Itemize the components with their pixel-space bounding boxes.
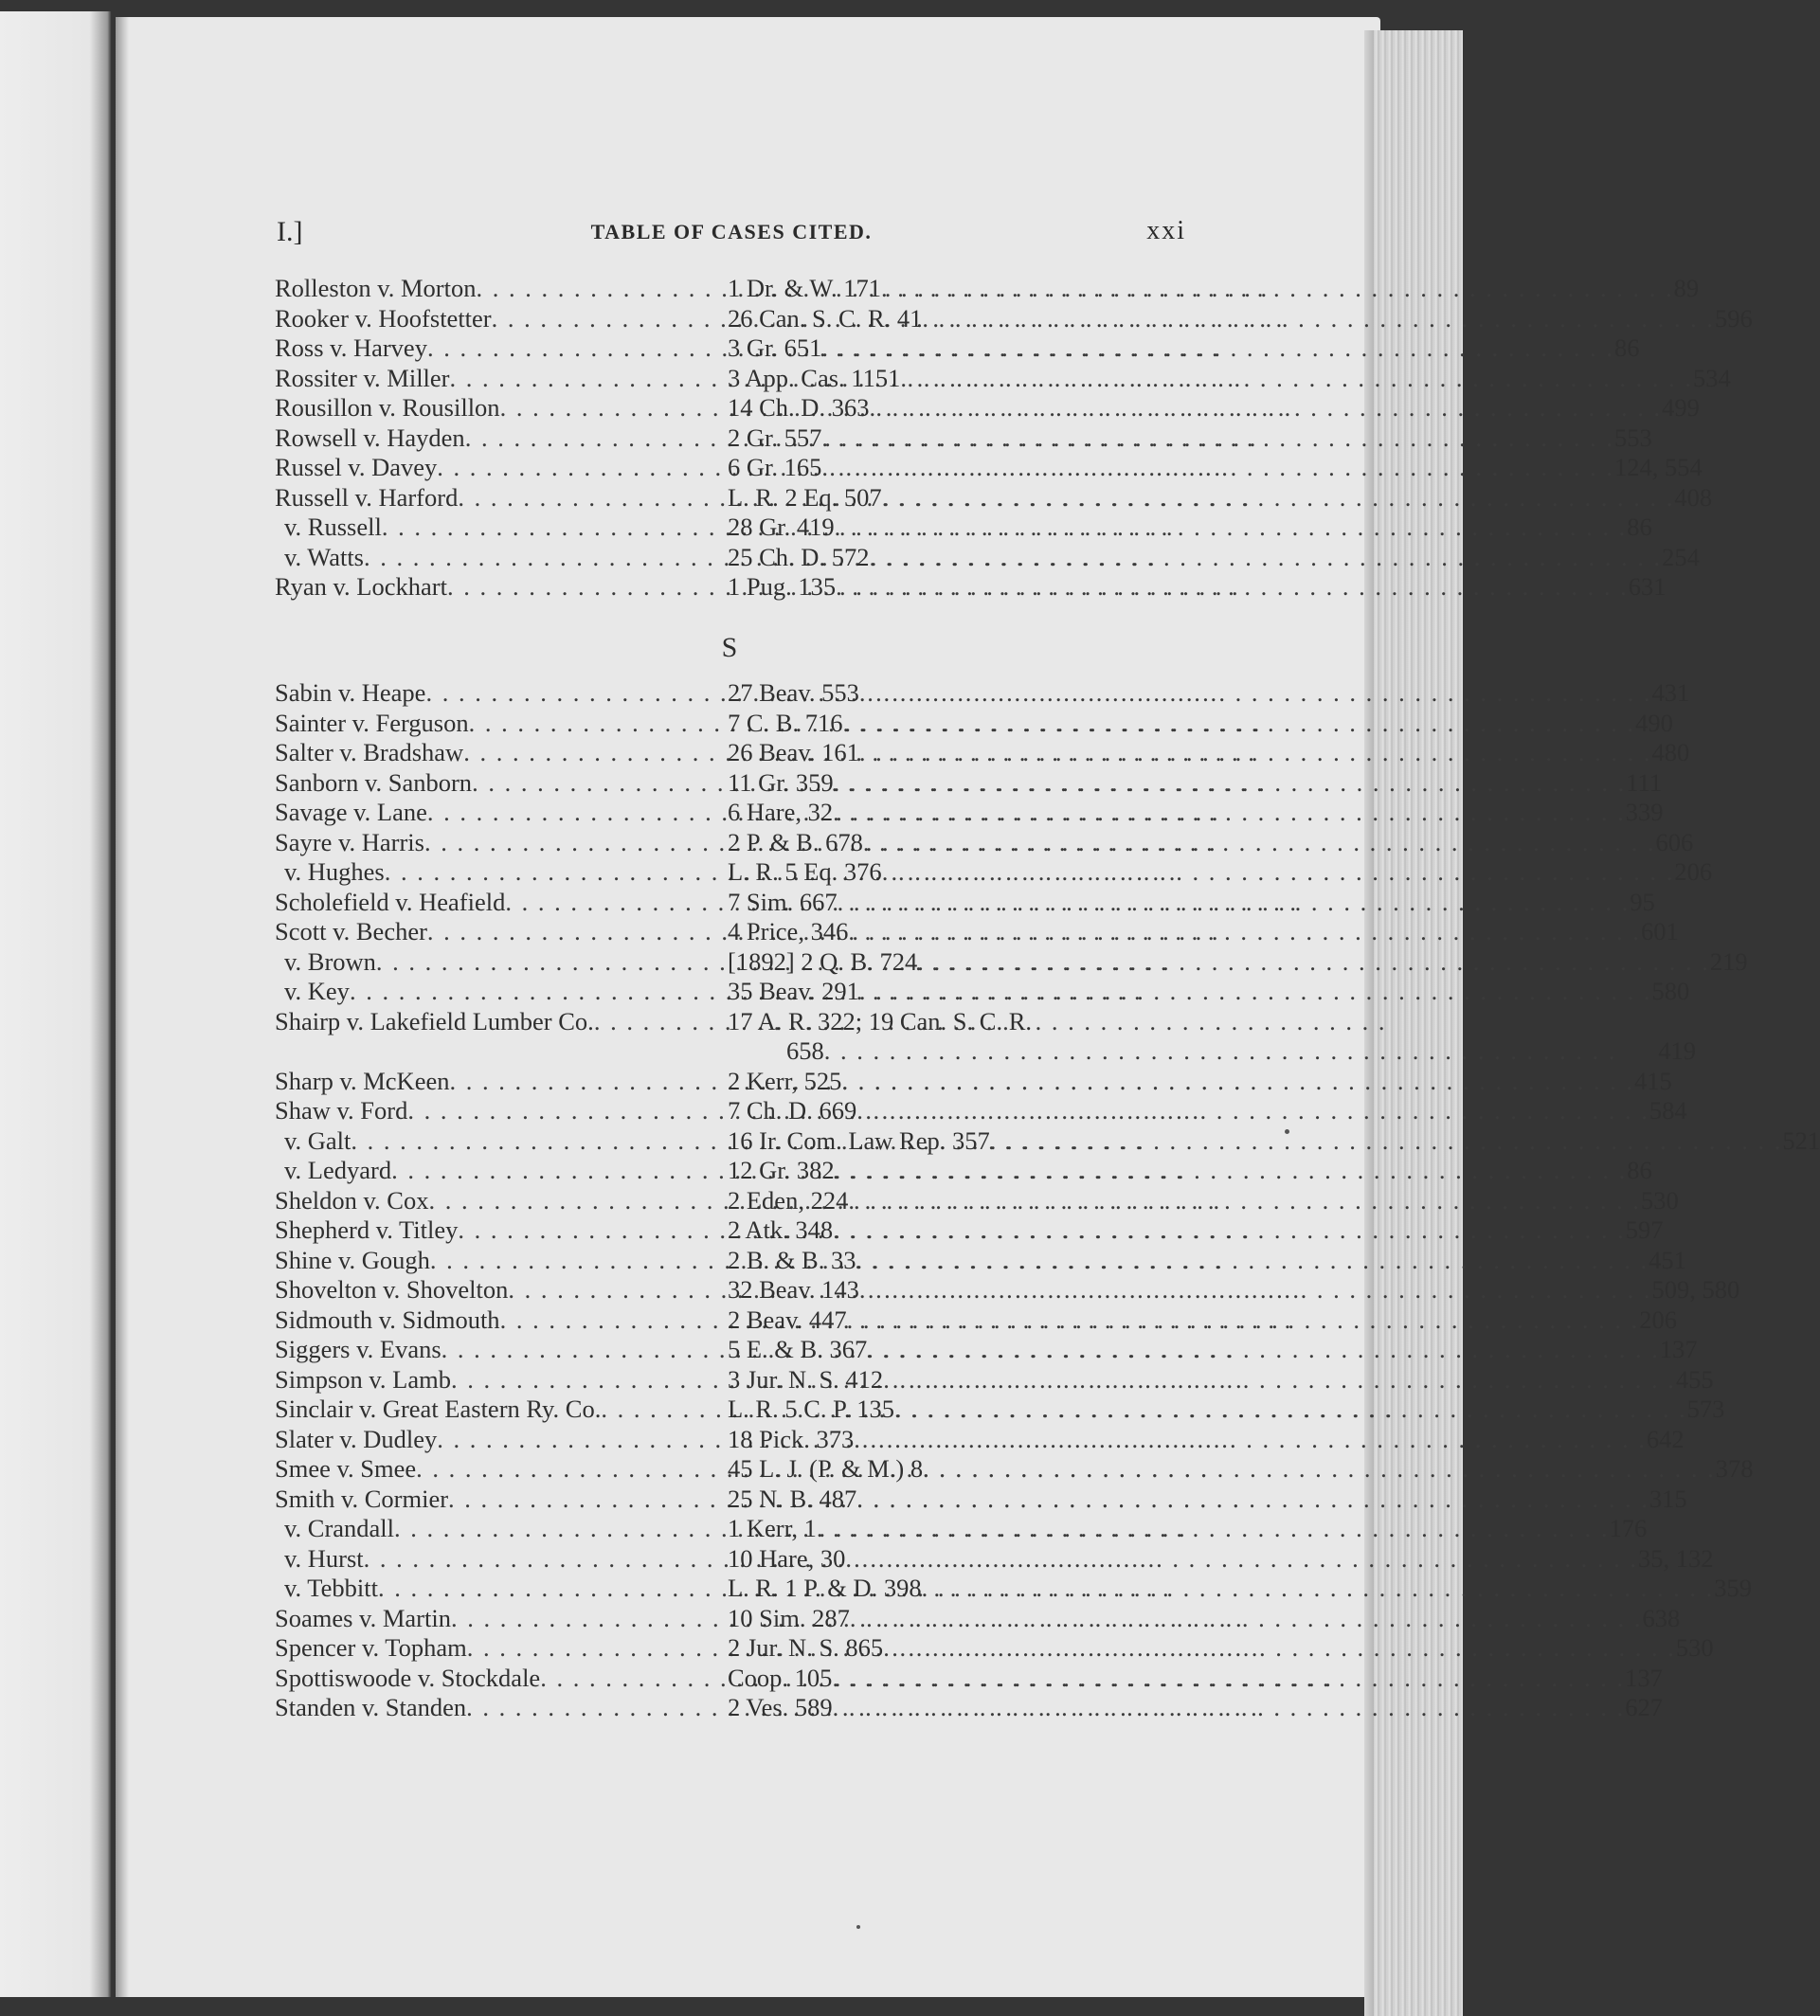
case-name: Rousillon v. Rousillon [275, 393, 500, 422]
case-entry [275, 393, 1700, 423]
case-name: Sayre v. Harris [275, 827, 424, 856]
citation: 1 Pug. 135 [728, 572, 837, 601]
case-entry [275, 1096, 1687, 1126]
case-entry [275, 1693, 1664, 1723]
case-entry [275, 887, 1655, 918]
page-ref: 455 [1675, 1364, 1714, 1394]
citation: 1 Dr. & W. 171 [728, 274, 881, 302]
case-name: v. Ledyard [284, 1156, 392, 1184]
case-name: Shine v. Gough [275, 1245, 430, 1274]
case-entry [275, 1156, 1652, 1186]
case-entry [275, 1275, 1740, 1305]
case-entry [275, 1633, 1714, 1664]
case-entry [275, 363, 1731, 394]
dot-leader [848, 1186, 1641, 1216]
page-ref: 176 [1609, 1514, 1648, 1542]
case-entry [275, 572, 1667, 603]
case-name: Shepherd v. Titley [275, 1215, 459, 1244]
dot-leader [856, 1096, 1649, 1126]
dot-leader [859, 678, 1652, 709]
citation: 2 Jur. N. S. 865 [728, 1633, 884, 1662]
dot-leader [922, 1574, 1715, 1604]
case-name: v. Crandall [284, 1514, 395, 1542]
citation: 10 Sim. 287 [728, 1603, 850, 1632]
page-ref: 530 [1640, 1185, 1679, 1215]
dot-leader [859, 738, 1652, 768]
page-ref: 124, 554 [1614, 453, 1703, 481]
citation: 25 N. B. 487 [728, 1484, 857, 1513]
page-ref: 480 [1651, 738, 1690, 766]
page-ref: 95 [1630, 887, 1655, 916]
citation: 4 Price, 346 [728, 917, 849, 945]
case-name: Sheldon v. Cox [275, 1185, 429, 1215]
case-name: Ryan v. Lockhart [275, 572, 447, 601]
dot-leader [834, 768, 1627, 799]
case-name: Shairp v. Lakefield Lumber Co. [275, 1006, 594, 1035]
dot-leader [850, 1604, 1643, 1634]
case-entry [275, 513, 1652, 543]
case-entry [275, 1335, 1698, 1365]
dot-leader [821, 453, 1614, 483]
dot-leader [894, 1395, 1687, 1425]
case-name: Smith v. Cormier [275, 1484, 449, 1513]
case-name: Scholefield v. Heafield [275, 887, 506, 916]
case-name: Slater v. Dudley [275, 1424, 438, 1453]
case-entry [275, 1305, 1677, 1336]
case-entry [275, 1066, 1672, 1097]
case-entry [275, 453, 1703, 483]
chapter-marker: I.] [277, 216, 303, 247]
case-name: v. Watts [284, 542, 364, 571]
citation: 45 L. J. (P. & M.) 8 [728, 1454, 924, 1483]
case-entry [275, 738, 1690, 768]
citation: 6 Gr. 165 [728, 453, 822, 481]
citation: 25 Ch. D. 572 [728, 542, 870, 571]
citation: 2 Eden, 224 [728, 1185, 849, 1215]
page-ref: 521 [1782, 1125, 1820, 1155]
citation: 26 Beav. 161 [728, 738, 859, 766]
page-ref: 111 [1626, 767, 1663, 797]
page-ref: 606 [1655, 827, 1694, 856]
page-ref: 35, 132 [1638, 1543, 1714, 1573]
page-ref: 509, 580 [1651, 1275, 1740, 1304]
case-name: Shaw v. Ford [275, 1096, 408, 1125]
case-entry [275, 274, 1700, 304]
page-ref: 580 [1651, 977, 1690, 1005]
citation: L. R. 1 P. & D. 398 [728, 1574, 922, 1602]
dot-leader [833, 1693, 1626, 1723]
case-name: Spottiswoode v. Stockdale [275, 1663, 541, 1692]
case-entry [275, 946, 1748, 978]
dot-leader [824, 1036, 1659, 1067]
case-entry [275, 827, 1694, 858]
page-ref: 86 [1614, 333, 1640, 362]
case-list-s [275, 678, 1820, 1723]
dot-leader [847, 1305, 1640, 1336]
dot-leader [859, 1275, 1652, 1305]
page-ref: 530 [1675, 1633, 1714, 1662]
case-name: Rowsell v. Hayden [275, 423, 465, 452]
case-name: Scott v. Becher [275, 917, 427, 945]
page-ref: 89 [1673, 274, 1700, 302]
case-name: v. Russell [284, 513, 382, 541]
citation: 7 Sim. 667 [728, 887, 838, 916]
citation: L. R. 2 Eq. 507 [728, 482, 882, 512]
page-ref: 315 [1649, 1484, 1687, 1513]
case-entry [275, 1215, 1664, 1246]
dot-leader [821, 333, 1614, 364]
dot-leader [838, 888, 1631, 918]
citation: 10 Hare, 30 [728, 1543, 846, 1573]
dot-leader [859, 977, 1652, 1007]
page-title: TABLE OF CASES CITED. [590, 220, 873, 243]
case-entry [275, 678, 1690, 709]
case-entry [275, 1125, 1820, 1157]
case-name: Salter v. Bradshaw [275, 738, 464, 766]
case-entry [275, 857, 1713, 888]
case-entry [275, 1603, 1681, 1634]
page-ref: 86 [1627, 513, 1652, 541]
citation: 16 Ir. Com. Law Rep. 357 [728, 1125, 990, 1155]
case-name: Siggers v. Evans [275, 1335, 441, 1363]
citation: 2 P. & B. 678 [728, 827, 863, 856]
case-entry [275, 1036, 1696, 1067]
dot-leader [869, 543, 1662, 573]
facing-page-edge [0, 11, 112, 1997]
case-name: Rossiter v. Miller [275, 363, 450, 392]
scan-speck [856, 1925, 860, 1929]
case-entry [275, 1543, 1714, 1575]
page-ref: 553 [1614, 423, 1652, 452]
citation: 3 App. Cas. 1151 [728, 363, 901, 392]
case-entry [275, 333, 1640, 364]
page-number: xxi [1146, 216, 1186, 245]
case-entry [275, 1245, 1686, 1276]
dot-leader [867, 1335, 1660, 1365]
page-ref: 219 [1709, 946, 1748, 976]
page-ref: 596 [1715, 303, 1753, 333]
citation: 2 B. & B. 33 [728, 1245, 856, 1274]
case-name: Ross v. Harvey [275, 333, 427, 362]
page-ref: 638 [1642, 1603, 1681, 1632]
dot-leader [835, 1156, 1628, 1186]
citation: 12 Gr. 382 [728, 1156, 835, 1184]
page-ref: 86 [1627, 1156, 1652, 1184]
page-ref: 499 [1662, 393, 1700, 422]
citation: 2 Atk. 348 [728, 1215, 834, 1244]
page-ref: 451 [1649, 1245, 1686, 1274]
case-name: Simpson v. Lamb [275, 1364, 451, 1394]
citation: 32 Beav. 143 [728, 1275, 859, 1304]
dot-leader [848, 917, 1641, 947]
case-entry [275, 917, 1679, 947]
page-ref: 137 [1625, 1663, 1663, 1692]
case-entry [275, 1007, 1184, 1037]
citation: 35 Beav. 291 [728, 977, 859, 1005]
page-ref: 419 [1658, 1036, 1696, 1065]
case-name: Standen v. Standen [275, 1693, 467, 1721]
case-name: Rolleston v. Morton [275, 274, 477, 302]
case-name: Rooker v. Hoofstetter [275, 303, 492, 333]
case-entry [275, 1663, 1663, 1694]
citation: 27 Beav. 553 [728, 678, 859, 707]
dot-leader [836, 572, 1629, 603]
dot-leader [900, 364, 1693, 394]
dot-leader [990, 1126, 1783, 1157]
dot-leader [845, 1544, 1638, 1575]
case-name: v. Galt [284, 1125, 351, 1155]
citation: L. R. 5 Eq. 376 [728, 857, 882, 886]
case-name: v. Brown [284, 946, 376, 976]
dot-leader [817, 1514, 1610, 1544]
case-name: v. Tebbitt [284, 1574, 378, 1602]
case-name: Smee v. Smee [275, 1454, 417, 1483]
case-name: v. Hurst [284, 1543, 364, 1573]
case-name: Savage v. Lane [275, 798, 427, 826]
case-entry [275, 303, 1753, 334]
citation: 2 Gr. 557 [728, 423, 822, 452]
page-ref: 597 [1625, 1215, 1664, 1244]
case-entry [275, 1514, 1648, 1544]
page-ref: 601 [1640, 917, 1679, 945]
section-letter: S [721, 632, 738, 663]
dot-leader [833, 798, 1626, 828]
dot-leader [863, 828, 1656, 858]
case-name: Sanborn v. Sanborn [275, 767, 473, 797]
page-ref: 627 [1625, 1693, 1664, 1721]
case-entry [275, 1185, 1679, 1216]
citation: 14 Ch. D. 363 [728, 393, 870, 422]
page-ref: 408 [1674, 482, 1713, 512]
case-entry [275, 1395, 1725, 1425]
case-name: Shovelton v. Shovelton [275, 1275, 509, 1304]
dot-leader [856, 1485, 1649, 1515]
citation: [1892] 2 Q. B. 724 [728, 946, 918, 976]
case-name: Russel v. Davey [275, 453, 438, 481]
page-ref: 534 [1692, 363, 1731, 392]
dot-leader [832, 1664, 1625, 1694]
case-entry [275, 1484, 1687, 1515]
page-ref: 642 [1646, 1424, 1685, 1453]
citation: 2 Ves. 589 [728, 1693, 833, 1721]
citation: 17 A. R. 322; 19 Can. S. C. R. [728, 1006, 1032, 1035]
page-ref: 631 [1628, 572, 1667, 601]
citation: 11 Gr. 359 [728, 767, 834, 797]
page-ref: 206 [1639, 1305, 1677, 1334]
case-name: Sinclair v. Great Eastern Ry. Co. [275, 1395, 602, 1423]
case-name: Russell v. Harford [275, 482, 459, 512]
case-name: Sabin v. Heape [275, 678, 426, 707]
page-ref: 490 [1635, 708, 1673, 737]
case-entry [275, 542, 1700, 573]
case-name: Sharp v. McKeen [275, 1066, 450, 1095]
page-ref: 415 [1634, 1066, 1672, 1095]
case-name: v. Hughes [284, 857, 385, 886]
dot-leader [869, 393, 1662, 423]
dot-leader [854, 1425, 1647, 1455]
case-name: Soames v. Martin [275, 1603, 451, 1632]
case-entry [275, 708, 1673, 739]
dot-leader [881, 274, 1674, 304]
dot-leader [841, 1067, 1634, 1097]
page-ref: 254 [1662, 542, 1700, 571]
case-entry [275, 482, 1713, 513]
dot-leader [842, 709, 1635, 739]
citation: 28 Gr. 419 [728, 513, 835, 541]
case-entry [275, 977, 1690, 1007]
dot-leader [917, 947, 1710, 978]
citation: L. R. 5 C. P. 135 [728, 1395, 894, 1423]
case-name: Sainter v. Ferguson [275, 708, 469, 737]
page-ref: 573 [1686, 1395, 1725, 1423]
page-ref: 431 [1651, 678, 1690, 707]
citation: Coop. 105 [728, 1663, 833, 1692]
dot-leader [882, 857, 1675, 888]
citation: 2 Kerr, 525 [728, 1066, 842, 1095]
case-entry [275, 1574, 1753, 1604]
dot-leader [821, 423, 1614, 454]
dot-leader [922, 304, 1715, 334]
case-entry [275, 1424, 1685, 1455]
citation: 7 Ch. D. 669 [728, 1096, 857, 1125]
page-ref: 206 [1674, 857, 1713, 886]
citation: 3 Jur. N. S. 412 [728, 1364, 884, 1394]
dot-leader [923, 1454, 1716, 1485]
citation: 3 Gr. 651 [728, 333, 822, 362]
page-ref: 137 [1659, 1335, 1698, 1363]
citation: 658 [786, 1036, 824, 1065]
case-entry [275, 767, 1663, 799]
citation: 6 Hare, 32 [728, 798, 834, 826]
page-ref: 359 [1714, 1574, 1753, 1602]
citation: 5 E. & B. 367 [728, 1335, 868, 1363]
case-entry [275, 1454, 1754, 1485]
case-name: v. Key [284, 977, 350, 1005]
case-entry [275, 1364, 1714, 1395]
case-name: Spencer v. Topham [275, 1633, 467, 1662]
dot-leader [883, 1633, 1676, 1664]
case-entry [275, 423, 1652, 454]
page-ref: 584 [1649, 1096, 1687, 1125]
page-ref: 378 [1715, 1454, 1754, 1483]
dot-leader [856, 1246, 1649, 1276]
dot-leader [883, 1365, 1676, 1395]
dot-leader [833, 1215, 1626, 1246]
citation: 7 C. B. 716 [728, 708, 843, 737]
dot-leader [882, 483, 1675, 513]
case-list-r [275, 274, 1753, 603]
running-head [277, 216, 1186, 250]
citation: 26 Can. S. C. R. 41 [728, 303, 923, 333]
case-name: Sidmouth v. Sidmouth [275, 1305, 500, 1334]
citation: 1 Kerr, 1 [728, 1514, 817, 1542]
citation: 18 Pick. 373 [728, 1424, 855, 1453]
citation: 2 Beav. 447 [728, 1305, 847, 1334]
case-entry [275, 798, 1664, 828]
page-ref: 339 [1625, 798, 1664, 826]
dot-leader [835, 513, 1628, 543]
